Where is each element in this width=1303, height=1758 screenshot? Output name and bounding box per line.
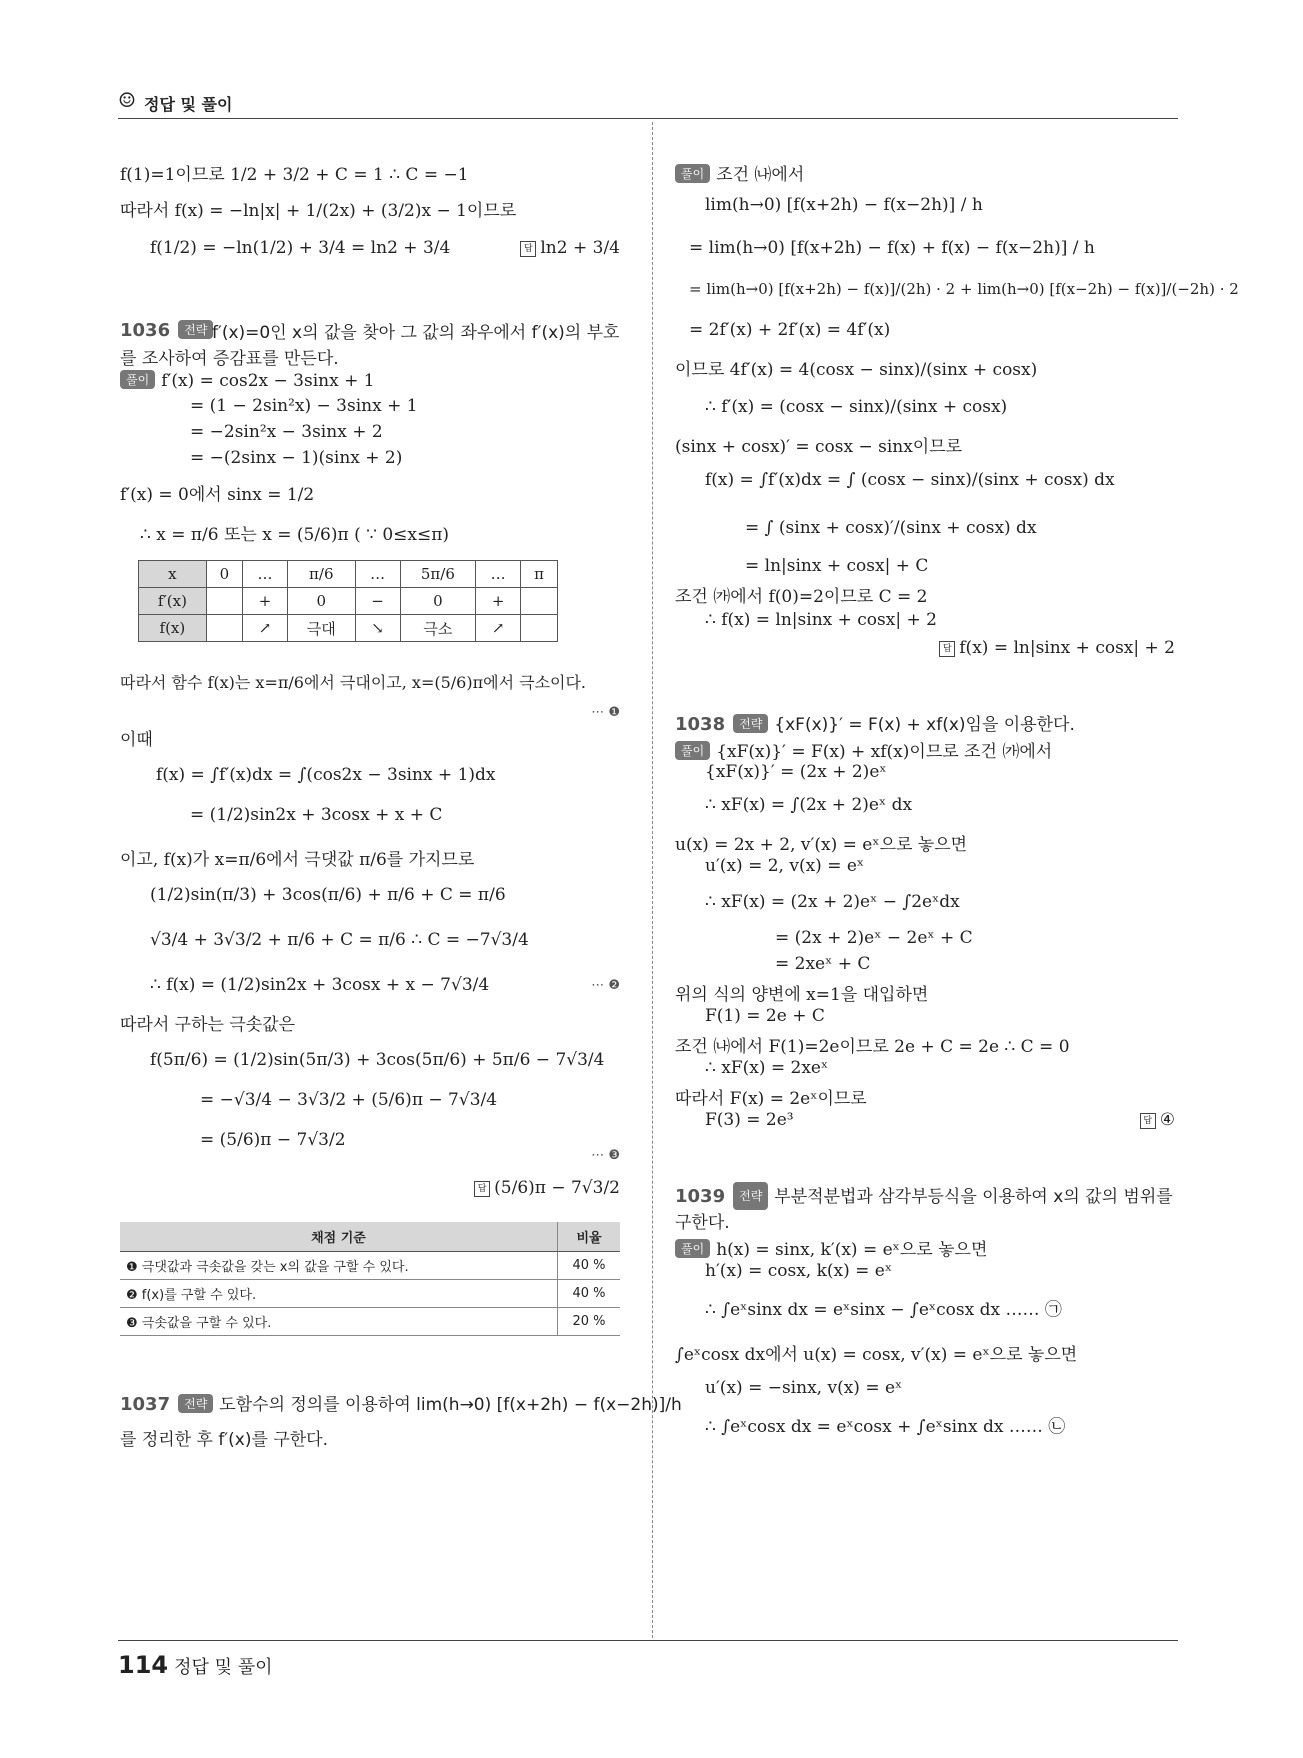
grading-criteria: ❸ 극솟값을 구할 수 있다.	[120, 1308, 558, 1336]
text-line: lim(h→0) [f(x+2h) − f(x−2h)] / h	[705, 195, 983, 215]
table-cell: +	[476, 588, 521, 615]
increase-decrease-table	[138, 560, 558, 642]
table-cell	[521, 615, 558, 642]
step-marker-1: ⋯ ❶	[591, 705, 620, 720]
text-line: = (1 − 2sin²x) − 3sinx + 1	[190, 396, 418, 416]
table-cell: 극소	[400, 615, 476, 642]
table-cell: x	[139, 561, 207, 588]
text-line: 이때	[120, 730, 153, 750]
text-line: ∴ ∫eˣcosx dx = eˣcosx + ∫eˣsinx dx …… ㉡	[705, 1417, 1066, 1437]
text-line: {xF(x)}′ = F(x) + xf(x)이므로 조건 ㈎에서	[716, 742, 1053, 762]
answer-box	[939, 638, 1175, 658]
text-line: = lim(h→0) [f(x+2h) − f(x)]/(2h) · 2 + lim(h→0) [f(x−2h) − f(x)]/(−2h) · 2	[689, 280, 1239, 298]
footer-label: 정답 및 풀이	[174, 1657, 273, 1678]
text-line: F(3) = 2e³	[705, 1110, 794, 1130]
text-line: 위의 식의 양변에 x=1을 대입하면	[675, 985, 929, 1005]
problem-1038-heading	[675, 710, 1075, 735]
answer-icon: 답	[474, 1181, 490, 1197]
answer-box	[474, 1178, 620, 1198]
text-line: h′(x) = cosx, k(x) = eˣ	[705, 1261, 893, 1281]
step-marker-2: ⋯ ❷	[591, 978, 620, 993]
grading-criteria: ❷ f(x)를 구할 수 있다.	[120, 1280, 558, 1308]
text-line: u′(x) = 2, v(x) = eˣ	[705, 856, 865, 876]
table-cell: 0	[288, 588, 356, 615]
table-cell	[206, 588, 242, 615]
text-line: ∴ f′(x) = (cosx − sinx)/(sinx + cosx)	[705, 397, 1008, 417]
text-line: 조건 ㈏에서 F(1)=2e이므로 2e + C = 2e ∴ C = 0	[675, 1037, 1070, 1057]
answer-box	[1140, 1110, 1175, 1130]
table-header-row	[120, 1222, 620, 1252]
text-line: ∴ xF(x) = (2x + 2)eˣ − ∫2eˣdx	[705, 892, 960, 912]
problem-number: 1038	[675, 714, 726, 735]
page-header	[118, 88, 1178, 119]
answer-box	[520, 238, 620, 258]
answer-icon: 답	[520, 241, 536, 257]
text-line: u(x) = 2x + 2, v′(x) = eˣ으로 놓으면	[675, 835, 968, 855]
table-cell: π	[521, 561, 558, 588]
grading-ratio: 40 %	[558, 1252, 621, 1280]
text-line: ∴ xF(x) = 2xeˣ	[705, 1058, 829, 1078]
page-footer	[118, 1651, 273, 1679]
answer-text: ④	[1159, 1110, 1175, 1130]
text-line: (1/2)sin(π/3) + 3cos(π/6) + π/6 + C = π/6	[150, 885, 506, 905]
text-line: = (5/6)π − 7√3/2	[200, 1130, 346, 1150]
grading-table	[120, 1222, 620, 1336]
table-cell: …	[355, 561, 400, 588]
text-line: f(1/2) = −ln(1/2) + 3/4 = ln2 + 3/4	[150, 238, 451, 258]
footer-rule	[118, 1640, 1178, 1641]
text-line: f(1)=1이므로 1/2 + 3/2 + C = 1 ∴ C = −1	[120, 165, 469, 185]
table-row	[120, 1308, 620, 1336]
table-cell: ↘	[355, 615, 400, 642]
strategy-tag: 전략	[733, 714, 768, 733]
smiley-logo-icon: ☺	[118, 88, 136, 112]
table-row	[139, 561, 558, 588]
solution-line	[675, 737, 1052, 762]
text-line: = −(2sinx − 1)(sinx + 2)	[190, 448, 403, 468]
grading-header-ratio: 비율	[558, 1222, 621, 1252]
table-cell: 0	[206, 561, 242, 588]
text-line: ∴ xF(x) = ∫(2x + 2)eˣ dx	[705, 795, 913, 815]
strategy-tag: 전략	[178, 1394, 213, 1413]
text-line: F(1) = 2e + C	[705, 1006, 825, 1026]
answer-text: (5/6)π − 7√3/2	[494, 1178, 620, 1198]
table-cell: π/6	[288, 561, 356, 588]
table-cell: …	[243, 561, 288, 588]
text-line: f′(x) = cos2x − 3sinx + 1	[161, 371, 375, 391]
table-row	[120, 1280, 620, 1308]
problem-number: 1039	[675, 1186, 726, 1207]
text-line: 따라서 구하는 극솟값은	[120, 1015, 296, 1035]
table-cell: 0	[400, 588, 476, 615]
text-line: f(5π/6) = (1/2)sin(5π/3) + 3cos(5π/6) + 5π/6 − 7√3/4	[150, 1050, 605, 1070]
table-cell: 5π/6	[400, 561, 476, 588]
text-line: = −2sin²x − 3sinx + 2	[190, 422, 383, 442]
answer-text: ln2 + 3/4	[540, 238, 620, 258]
table-row	[139, 588, 558, 615]
grading-header-criteria: 채점 기준	[120, 1222, 558, 1252]
answer-icon: 답	[939, 641, 955, 657]
text-line: f(x) = ∫f′(x)dx = ∫ (cosx − sinx)/(sinx + cosx) dx	[705, 470, 1115, 490]
text-line: h(x) = sinx, k′(x) = eˣ으로 놓으면	[716, 1240, 988, 1260]
answer-icon: 답	[1140, 1113, 1156, 1129]
text-line: = −√3/4 − 3√3/2 + (5/6)π − 7√3/4	[200, 1090, 498, 1110]
table-row	[120, 1252, 620, 1280]
text-line: 이므로 4f′(x) = 4(cosx − sinx)/(sinx + cosx)	[675, 360, 1038, 380]
problem-strategy: f′(x)=0인 x의 값을 찾아 그 값의 좌우에서 f′(x)의 부호를 조사하여 증감표를 만든다.	[120, 323, 620, 369]
text-line: 따라서 함수 f(x)는 x=π/6에서 극대이고, x=(5/6)π에서 극소이다.	[120, 673, 587, 692]
table-cell: 극대	[288, 615, 356, 642]
table-row	[139, 615, 558, 642]
text-line: √3/4 + 3√3/2 + π/6 + C = π/6 ∴ C = −7√3/4	[150, 930, 529, 950]
strategy-tag: 전략	[733, 1182, 768, 1210]
text-line: 조건 ㈏에서	[716, 165, 805, 185]
text-line: f(x) = ∫f′(x)dx = ∫(cos2x − 3sinx + 1)dx	[156, 765, 496, 785]
text-line: ∴ x = π/6 또는 x = (5/6)π ( ∵ 0≤x≤π)	[140, 525, 450, 545]
text-line: f′(x) = 0에서 sinx = 1/2	[120, 485, 315, 505]
table-cell: +	[243, 588, 288, 615]
solution-line	[675, 160, 804, 185]
text-line: 따라서 f(x) = −ln|x| + 1/(2x) + (3/2)x − 1이므로	[120, 201, 517, 221]
text-line: = ∫ (sinx + cosx)′/(sinx + cosx) dx	[745, 518, 1037, 538]
grading-criteria: ❶ 극댓값과 극솟값을 갖는 x의 값을 구할 수 있다.	[120, 1252, 558, 1280]
text-line: 조건 ㈎에서 f(0)=2이므로 C = 2	[675, 587, 928, 607]
solution-line	[675, 1235, 987, 1260]
table-cell: ↗	[243, 615, 288, 642]
table-cell: f′(x)	[139, 588, 207, 615]
text-line: 이고, f(x)가 x=π/6에서 극댓값 π/6를 가지므로	[120, 850, 475, 870]
text-line: = lim(h→0) [f(x+2h) − f(x) + f(x) − f(x−2h)] / h	[689, 238, 1095, 258]
text-line: = 2f′(x) + 2f′(x) = 4f′(x)	[689, 320, 891, 340]
table-cell: …	[476, 561, 521, 588]
text-line: ∴ f(x) = ln|sinx + cosx| + 2	[705, 610, 937, 630]
table-cell: f(x)	[139, 615, 207, 642]
table-cell	[521, 588, 558, 615]
problem-1037-heading	[120, 1390, 682, 1415]
text-line: = 2xeˣ + C	[775, 954, 871, 974]
problem-number: 1037	[120, 1394, 171, 1415]
step-marker-3: ⋯ ❸	[591, 1148, 620, 1163]
text-line: ∴ f(x) = (1/2)sin2x + 3cosx + x − 7√3/4	[150, 975, 490, 995]
solution-line	[120, 370, 375, 391]
text-line: ∫eˣcosx dx에서 u(x) = cosx, v′(x) = eˣ으로 놓으면	[675, 1345, 1078, 1365]
answer-text: f(x) = ln|sinx + cosx| + 2	[959, 638, 1175, 658]
text-line: u′(x) = −sinx, v(x) = eˣ	[705, 1378, 903, 1398]
grading-ratio: 20 %	[558, 1308, 621, 1336]
problem-strategy-continued: 를 정리한 후 f′(x)를 구한다.	[120, 1430, 328, 1450]
table-cell: ↗	[476, 615, 521, 642]
problem-1039-heading	[675, 1182, 1175, 1236]
grading-ratio: 40 %	[558, 1280, 621, 1308]
solution-tag: 풀이	[675, 741, 710, 760]
solution-tag: 풀이	[675, 164, 710, 183]
text-line: {xF(x)}′ = (2x + 2)eˣ	[705, 762, 887, 782]
text-line: = (1/2)sin2x + 3cosx + x + C	[190, 805, 443, 825]
problem-strategy: {xF(x)}′ = F(x) + xf(x)임을 이용한다.	[774, 715, 1075, 735]
page-number: 114	[118, 1651, 169, 1679]
left-column	[120, 160, 682, 1640]
right-column	[675, 160, 1239, 1640]
problem-strategy: 도함수의 정의를 이용하여 lim(h→0) [f(x+2h) − f(x−2h)]/h	[219, 1395, 682, 1415]
problem-number: 1036	[120, 320, 171, 341]
text-line: 따라서 F(x) = 2eˣ이므로	[675, 1089, 867, 1109]
strategy-tag: 전략	[178, 320, 213, 339]
problem-strategy: 부분적분법과 삼각부등식을 이용하여 x의 값의 범위를 구한다.	[675, 1187, 1173, 1233]
text-line: = ln|sinx + cosx| + C	[745, 556, 929, 576]
text-line: = (2x + 2)eˣ − 2eˣ + C	[775, 928, 973, 948]
solution-tag: 풀이	[675, 1239, 710, 1258]
text-line: (sinx + cosx)′ = cosx − sinx이므로	[675, 437, 963, 457]
table-cell	[206, 615, 242, 642]
text-line: ∴ ∫eˣsinx dx = eˣsinx − ∫eˣcosx dx …… ㉠	[705, 1300, 1062, 1320]
header-title: 정답 및 풀이	[144, 95, 233, 114]
table-cell: −	[355, 588, 400, 615]
solution-tag: 풀이	[120, 370, 155, 389]
